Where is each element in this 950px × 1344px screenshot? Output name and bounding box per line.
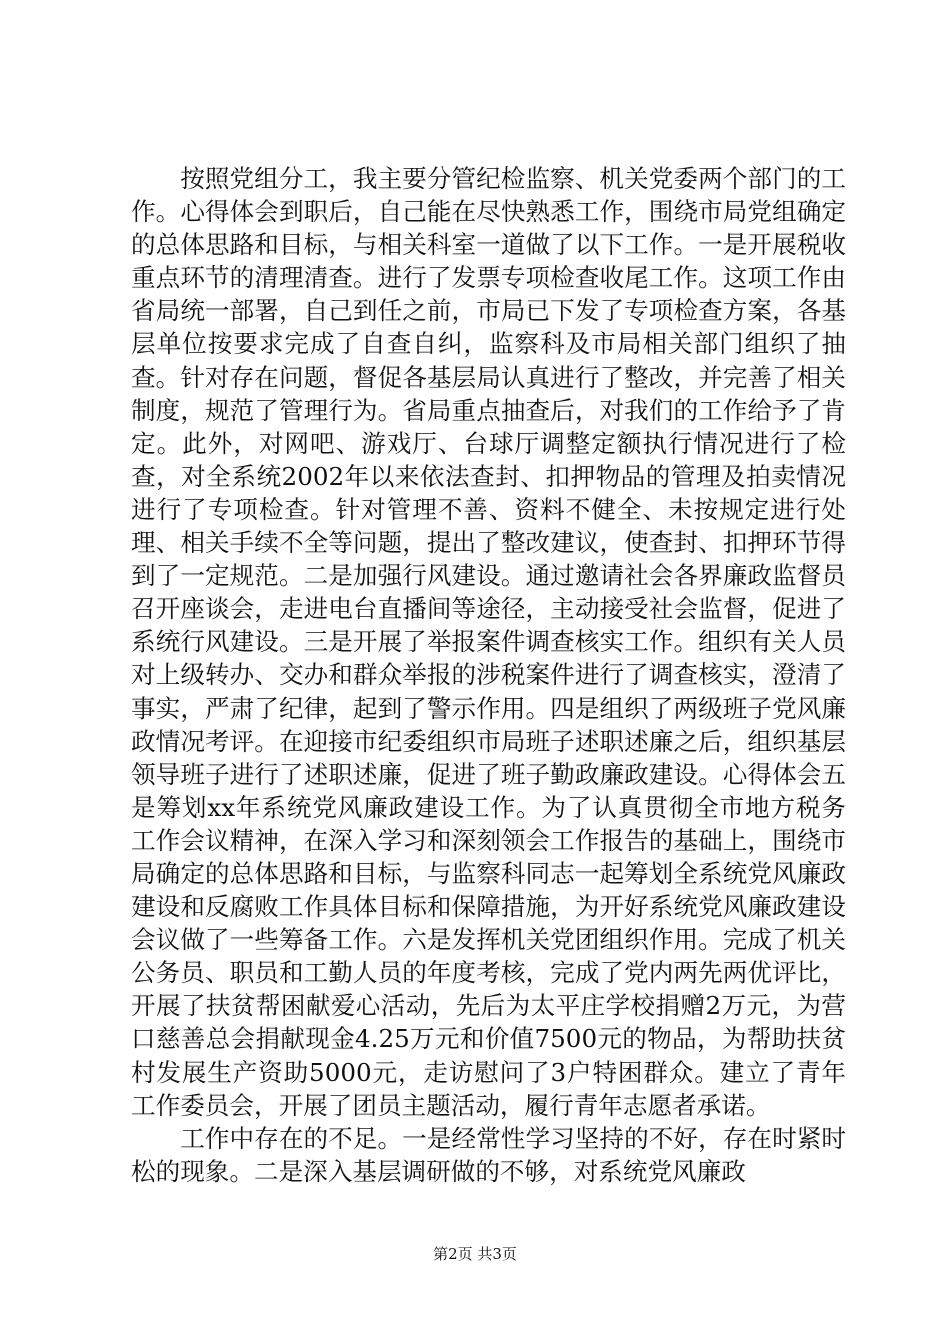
paragraph-shortcomings: 工作中存在的不足。一是经常性学习坚持的不好，存在时紧时松的现象。二是深入基层调研做的不够，对系统党风廉政 <box>131 1123 846 1186</box>
document-body <box>131 162 846 1188</box>
page-number-footer: 第2页 共3页 <box>433 1245 517 1263</box>
paragraph-work-summary: 按照党组分工，我主要分管纪检监察、机关党委两个部门的工作。心得体会到职后，自己能在尽快熟悉工作，围绕市局党组确定的总体思路和目标，与相关科室一道做了以下工作。一是开展税收重点环节的清理清查。进行了发票专项检查收尾工作。这项工作由省局统一部署，自己到任之前，市局已下发了专项检查方案，各基层单位按要求完成了自查自纠，监察科及市局相关部门组织了抽查。针对存在问题，督促各基层局认真进行了整改，并完善了相关制度，规范了管理行为。省局重点抽查后，对我们的工作给予了肯定。此外，对网吧、游戏厅、台球厅调整定额执行情况进行了检查，对全系统2002年以来依法查封、扣押物品的管理及拍卖情况进行了专项检查。针对管理不善、资料不健全、未按规定进行处理、相关手续不全等问题，提出了整改建议，使查封、扣押环节得到了一定规范。二是加强行风建设。通过邀请社会各界廉政监督员召开座谈会，走进电台直播间等途径，主动接受社会监督，促进了系统行风建设。三是开展了举报案件调查核实工作。组织有关人员对上级转办、交办和群众举报的涉税案件进行了调查核实，澄清了事实，严肃了纪律，起到了警示作用。四是组织了两级班子党风廉政情况考评。在迎接市纪委组织市局班子述职述廉之后，组织基层领导班子进行了述职述廉，促进了班子勤政廉政建设。心得体会五是筹划xx年系统党风廉政建设工作。为了认真贯彻全市地方税务工作会议精神，在深入学习和深刻领会工作报告的基础上，围绕市局确定的总体思路和目标，与监察科同志一起筹划全系统党风廉政建设和反腐败工作具体目标和保障措施，为开好系统党风廉政建设会议做了一些筹备工作。六是发挥机关党团组织作用。完成了机关公务员、职员和工勤人员的年度考核，完成了党内两先两优评比，开展了扶贫帮困献爱心活动，先后为太平庄学校捐赠2万元，为营口慈善总会捐献现金4.25万元和价值7500元的物品，为帮助扶贫村发展生产资助5000元，走访慰问了3户特困群众。建立了青年工作委员会，开展了团员主题活动，履行青年志愿者承诺。 <box>131 164 846 1120</box>
